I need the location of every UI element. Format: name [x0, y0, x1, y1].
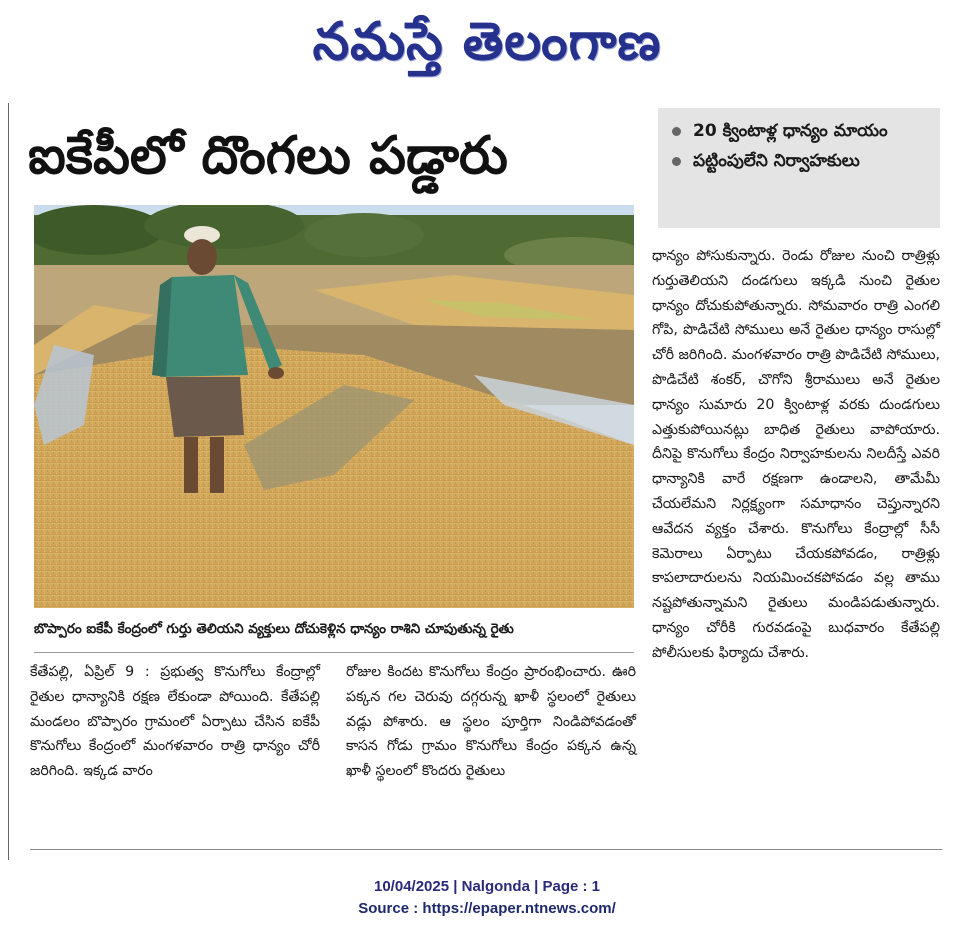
article-headline: ఐకేపీలో దొంగలు పడ్డారు [28, 126, 508, 186]
highlight-text: 20 క్వింటాళ్ల ధాన్యం మాయం [693, 121, 888, 141]
source-link[interactable]: Source : https://epaper.ntnews.com/ [358, 900, 616, 917]
article-photo [34, 205, 634, 608]
highlight-item [672, 116, 928, 146]
caption-divider [34, 652, 634, 653]
highlight-text: పట్టింపులేని నిర్వాహకులు [693, 151, 860, 171]
bullet-icon [672, 127, 681, 136]
masthead-logo: నమస్తే తెలంగాణ [312, 12, 662, 72]
body-paragraph: రోజుల కిందట కొనుగోలు కేంద్రం ప్రారంభించారు. ఊరి పక్కన గల చెరువు దగ్గరున్న ఖాళీ స్థలంలో రైతులు వడ్లు పోశారు. ఆ స్థలం పూర్తిగా నిండిపోవడంతో కాసన గోడు గ్రామం కొనుగోలు కేంద్రం పక్కన ఉన్న ఖాళీ స్థలంలో కొందరు రైతులు [346, 664, 636, 780]
body-paragraph: ధాన్యం పోసుకున్నారు. రెండు రోజుల నుంచి రాత్రిళ్లు గుర్తుతెలియని దండగులు ఇక్కడి నుంచి రైతుల ధాన్యం దోచుకుపోతున్నారు. సోమవారం రాత్రి ఎంగలి గోపి, పొడిచేటి సోములు అనే రైతుల ధాన్యం రాసుల్లో చోరీ జరిగింది. మంగళవారం రాత్రి పొడిచేటి సోములు, పొడిచేటి శంకర్, చొగోని శ్రీరాములు అనే రైతుల ధాన్యం సుమారు 20 క్వింటాళ్ల వరకు దుండగులు ఎత్తుకుపోయినట్లు బాధిత రైతులు వాపోయారు. దీనిపై కొనుగోలు కేంద్రం నిర్వాహకులను నిలదీస్తే ఎవరి ధాన్యానికి వారే రక్షణగా ఉండాలని, తామేమీ చేయలేమని నిర్లక్ష్యంగా సమాధానం చెప్తున్నారని ఆవేదన వ్యక్తం చేశారు. కొనుగోలు కేంద్రాల్లో సీసీ కెమెరాలు ఏర్పాటు చేయకపోవడం, రాత్రిళ్లు కాపలాదారులను నియమించకపోవడం వల్ల తాము నష్టపోతున్నామని రైతులు మండిపడుతున్నారు. ధాన్యం చోరీకి గురవడంపై బుధవారం కేతేపల్లి పోలీసులకు ఫిర్యాదు చేశారు. [652, 248, 940, 661]
highlight-item [672, 146, 928, 176]
farmer-grain-photo [34, 205, 634, 608]
article-column-1 [30, 660, 320, 784]
edition-info: 10/04/2025 | Nalgonda | Page : 1 [374, 878, 600, 895]
article-column-3 [652, 244, 940, 666]
bullet-icon [672, 157, 681, 166]
left-divider [8, 103, 9, 860]
article-column-2 [346, 660, 636, 784]
highlights-box [658, 108, 940, 228]
body-paragraph: కేతేపల్లి, ఏప్రిల్ 9 : ప్రభుత్వ కొనుగోలు కేంద్రాల్లో రైతుల ధాన్యానికి రక్షణ లేకుండా పోయింది. కేతేపల్లి మండలం బొప్పారం గ్రామంలో ఏర్పాటు చేసిన ఐకేపీ కొనుగోలు కేంద్రంలో మంగళవారం రాత్రి ధాన్యం చోరీ జరిగింది. ఇక్కడ వారం [30, 664, 320, 780]
page-footer [0, 876, 974, 920]
bottom-divider [30, 849, 942, 850]
photo-caption: బొప్పారం ఐకేపీ కేంద్రంలో గుర్తు తెలియని వ్యక్తులు దోచుకెళ్లిన ధాన్యం రాశిని చూపుతున్న రైతు [34, 621, 514, 637]
